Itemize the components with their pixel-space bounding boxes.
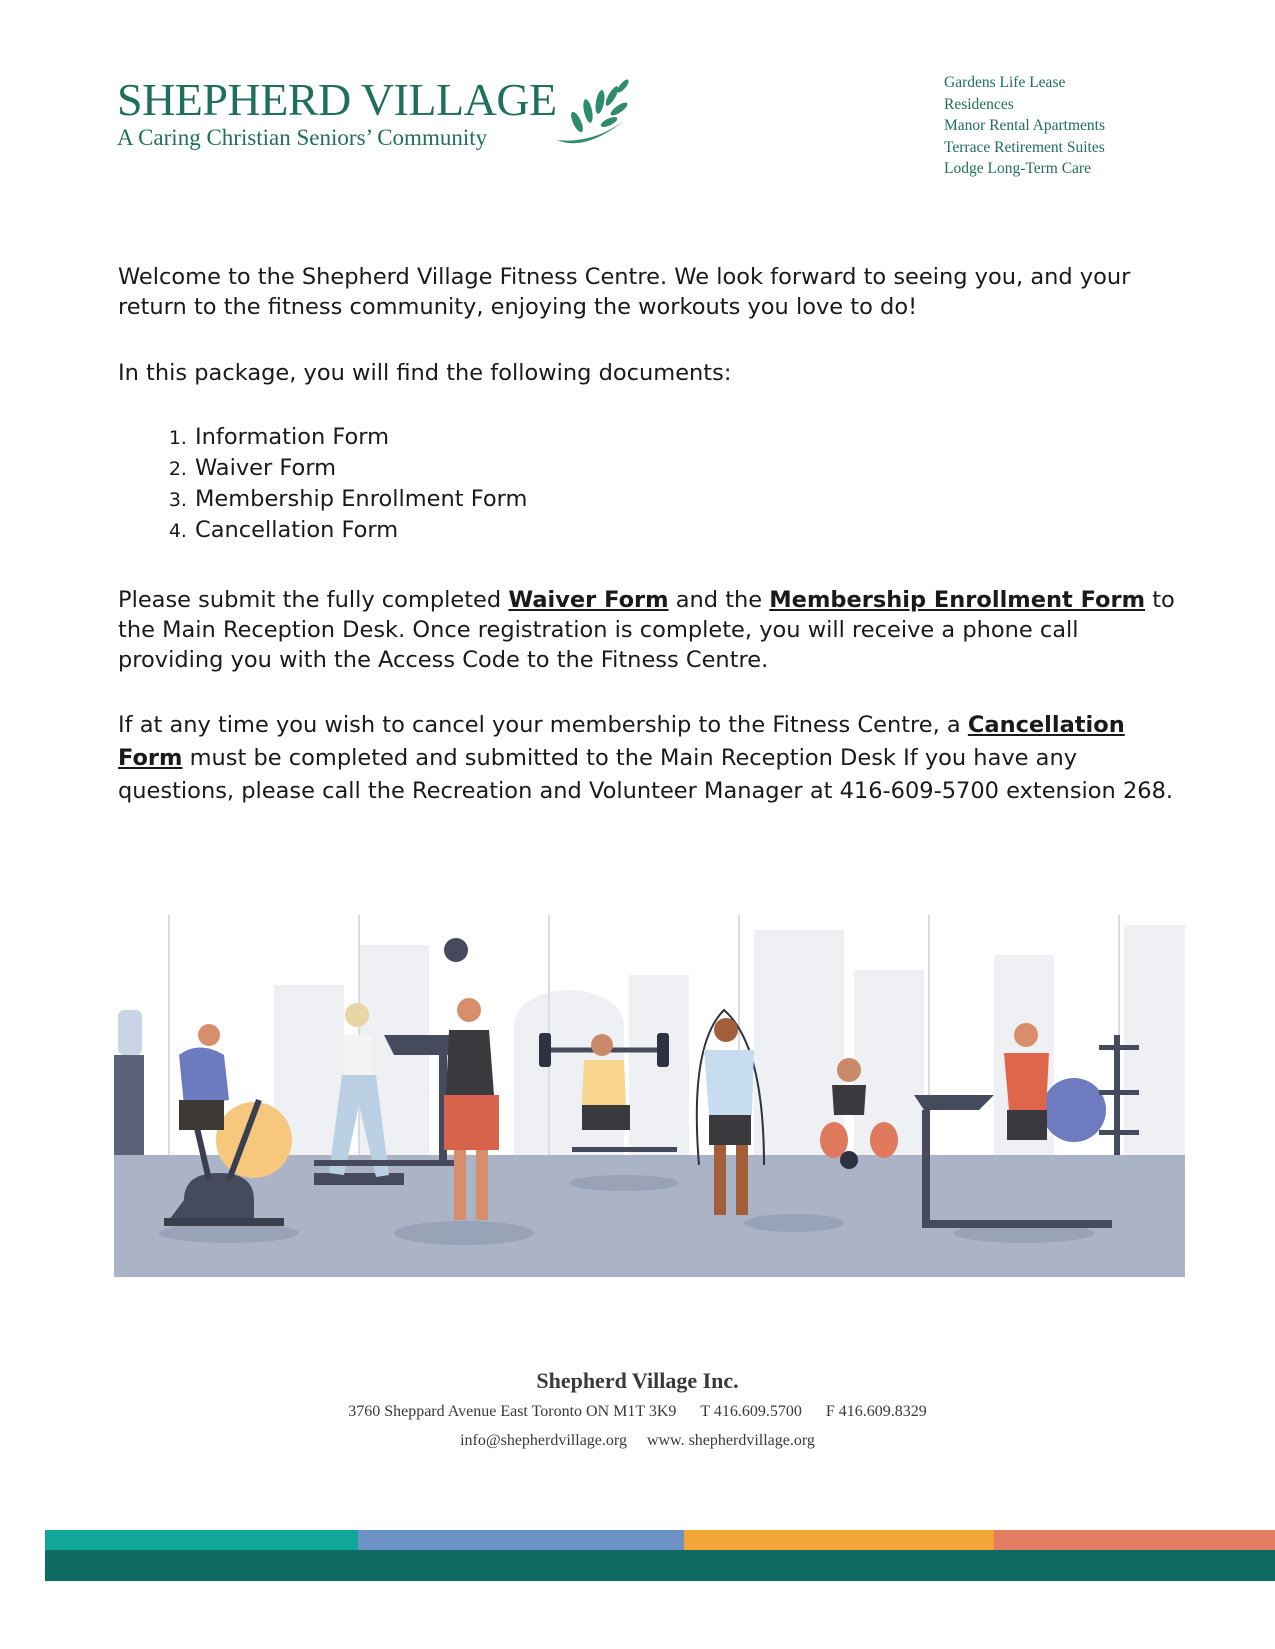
web-line (0, 1427, 1275, 1455)
submit-text: and the (668, 587, 770, 613)
color-band (45, 1530, 1275, 1550)
package-intro: In this package, you will find the following documents: (118, 360, 732, 386)
letter-body (118, 262, 1188, 808)
website-link[interactable]: www. shepherdvillage.org (646, 1432, 815, 1449)
address: 3760 Sheppard Avenue East Toronto ON M1T 3K9 (348, 1403, 677, 1420)
submit-text: Please submit the fully completed (118, 587, 509, 613)
list-item: 3. Membership Enrollment Form (193, 484, 1188, 515)
footer-bar (45, 1550, 1275, 1581)
contact-line (0, 1397, 1275, 1427)
residence-item: Manor Rental Apartments (944, 117, 1105, 134)
phone: T 416.609.5700 (700, 1403, 802, 1420)
footer (0, 1367, 1275, 1455)
band-segment (684, 1530, 994, 1550)
membership-form-link: Membership Enrollment Form (769, 587, 1146, 613)
organization-name: Shepherd Village Inc. (536, 1368, 739, 1393)
documents-list (118, 422, 1188, 546)
cancellation-form-link: Cancellation Form (118, 712, 1125, 771)
logo-subtitle: A Caring Christian Seniors’ Community (117, 125, 488, 150)
list-item: 4. Cancellation Form (193, 515, 1188, 546)
residence-item: Gardens Life Lease (944, 74, 1066, 91)
cancel-text: If at any time you wish to cancel your membership to the Fitness Centre, a (118, 712, 968, 738)
cancel-paragraph (118, 709, 1188, 808)
list-item: 2. Waiver Form (193, 453, 1188, 484)
logo-title: SHEPHERD VILLAGE (117, 74, 557, 125)
residence-item: Residences (944, 95, 1014, 113)
email-link[interactable]: info@shepherdvillage.org (460, 1432, 627, 1449)
leaf-branch-icon (555, 78, 630, 150)
waiver-form-link: Waiver Form (508, 587, 669, 613)
list-item: 1. Information Form (193, 422, 1188, 453)
residence-item: Terrace Retirement Suites (944, 138, 1105, 156)
fax: F 416.609.8329 (825, 1403, 927, 1420)
band-segment (45, 1530, 358, 1550)
logo (117, 76, 557, 152)
band-segment (358, 1530, 684, 1550)
residences-list (944, 72, 1105, 180)
gym-illustration (114, 915, 1185, 1277)
residence-item: Lodge Long-Term Care (944, 160, 1091, 177)
cancel-text: must be completed and submitted to the Main Reception Desk If you have any questions, please call the Recreation and Volunteer Manager at 416-609-5700 extension 268. (118, 745, 1174, 804)
submit-text: to the Main Reception Desk. Once registration is complete, you will receive a phone call providing you with the Access Code to the Fitness Centre. (118, 587, 1175, 673)
welcome-paragraph: Welcome to the Shepherd Village Fitness Centre. We look forward to seeing you, and your return to the fitness community, enjoying the workouts you love to do! (118, 264, 1131, 320)
submit-paragraph (118, 585, 1188, 675)
band-segment (994, 1530, 1275, 1550)
